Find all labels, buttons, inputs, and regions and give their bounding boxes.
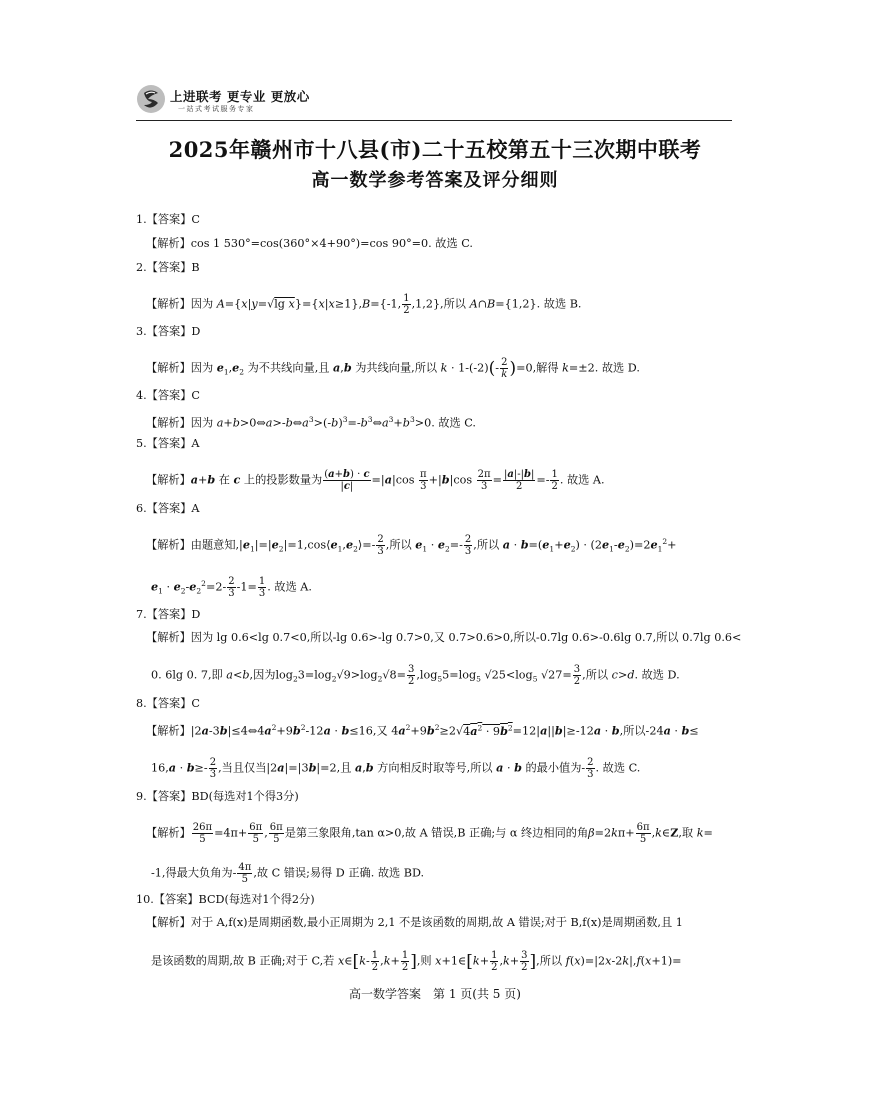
analysis-line: 【解析】cos 1 530°=cos(360°×4+90°)=cos 90°=0. 故选 C. [146,237,473,250]
publisher-logo [136,84,316,118]
analysis-line: 【解析】因为 $e_1,e_2$ 为不共线向量,且 a,b 为共线向量,所以 k · 1-(-2)(- $\frac{2}{k}$ )=0,解得 k=±2. 故选 D. [146,357,640,380]
logo-slogan: 上进联考 更专业 更放心 [170,89,310,104]
publisher-logo-icon [136,84,166,114]
analysis-line: 是该函数的周期,故 B 正确;对于 C,若 x∈[k- $\frac{1}{2}$ ,k+ $\frac{1}{2}$ ],则 x+1∈[k+ $\frac{1}{2}$ ,k+ $\frac{3}{2}$ ],所以 f(x)=|2x-2k|,f(x+1)= [151,950,682,973]
answer-line: 6.【答案】A [136,502,200,515]
answer-line: 1.【答案】C [136,213,200,226]
analysis-line: $e_1 \cdot e_2-e_2^2=2-$ $\frac{2}{3}$ -1= $\frac{1}{3}$ . 故选 A. [151,576,312,599]
answer-line: 2.【答案】B [136,261,200,274]
analysis-line: 【解析】a+b 在 c 上的投影数量为 $\frac{(a+b) \cdot c}{|c|}$ =|a|cos $\frac{\pi}{3}$ +|b|cos $\frac{2\pi}{3}$ = $\frac{|a|-|b|}{2}$ =- $\frac{1}{2}$ . 故选 A. [146,469,605,492]
answer-line: 3.【答案】D [136,325,201,338]
analysis-line: 【解析】因为 $a+b>0\Leftrightarrow a>-b\Leftrightarrow a^3>(-b)^3=-b^3\Leftrightarrow a^3+b^3>0$. 故选 C. [146,415,476,430]
analysis-line: 【解析】由题意知$,|e_1|=|e_2|=1,\cos⟨e_1,e_2⟩=-$ $\frac{2}{3}$ ,所以 $e_1 \cdot e_2=-$ $\frac{2}{3}$ ,所以 $a \cdot b=(e_1+e_2) \cdot (2e_1-e_2)=2e_1^2+$ [146,534,677,557]
analysis-line: 0. 6lg 0. 7,即 a<b,因为$\log_23=\log_2√9>\log_2√8=$ $\frac{3}{2}$ $,\log_55=\log_5$ $√25<\log_5$ √27= $\frac{3}{2}$ ,所以 c>d. 故选 D. [151,664,680,687]
answer-line: 7.【答案】D [136,608,201,621]
answer-line: 5.【答案】A [136,437,200,450]
analysis-line: 【解析】对于 A,f(x)是周期函数,最小正周期为 2,1 不是该函数的周期,故 A 错误;对于 B,f(x)是周期函数,且 1 [146,916,683,929]
answer-line: 10.【答案】BCD(每选对1个得2分) [136,893,315,906]
analysis-line: -1,得最大负角为- $\frac{4\pi}{5}$ ,故 C 错误;易得 D 正确. 故选 BD. [151,862,425,885]
analysis-line: 【解析】$|2a-3b|\le 4\Leftrightarrow 4a^2+9b^2-12a \cdot b\le 16$,又 $4a^2+9b^2\ge 2√4a^2 \cdot 9b^2=12|a||b|\ge-12a \cdot b$,所以-24a · b≤ [146,723,699,738]
logo-subtitle: 一站式考试服务专家 [178,105,255,113]
exam-title: 2025年赣州市十八县(市)二十五校第五十三次期中联考 [168,137,702,162]
answer-line: 4.【答案】C [136,389,200,402]
analysis-line: 【解析】因为 A={x|y=√lg x}={x|x≥1},B={-1, $\frac{1}{2}$ ,1,2},所以 A∩B={1,2}. 故选 B. [146,293,582,316]
answer-line: 9.【答案】BD(每选对1个得3分) [136,790,299,803]
analysis-line: 【解析】 $\frac{26\pi}{5}$ =4π+ $\frac{6\pi}{5}$ , $\frac{6\pi}{5}$ 是第三象限角,tan α>0,故 A 错误,B 正确;与 α 终边相同的角β=2kπ+ $\frac{6\pi}{5}$ ,k∈Z,取 k= [146,822,713,845]
analysis-line: 16,a · b≥- $\frac{2}{3}$ ,当且仅当|2a|=|3b|=2,且 a,b 方向相反时取等号,所以 a · b 的最小值为- $\frac{2}{3}$ . 故选 C. [151,757,641,780]
page-footer: 高一数学答案 第 1 页(共 5 页) [349,987,521,1001]
answer-line: 8.【答案】C [136,697,200,710]
analysis-line: 【解析】因为 lg 0.6<lg 0.7<0,所以-lg 0.6>-lg 0.7>0,又 0.7>0.6>0,所以-0.7lg 0.6>-0.6lg 0.7,所以 0.7lg 0.6< [146,631,742,644]
document-subtitle: 高一数学参考答案及评分细则 [311,170,559,191]
header-divider [136,120,732,121]
